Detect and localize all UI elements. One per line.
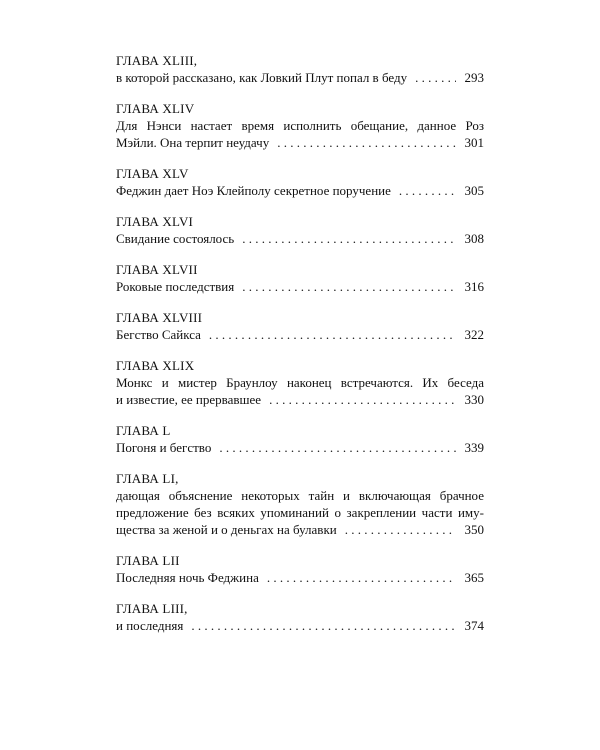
page-number: 305 <box>464 183 484 198</box>
page-number: 365 <box>464 570 484 585</box>
toc-entry-53 <box>116 600 484 634</box>
chapter-label: ГЛАВА L <box>116 423 171 438</box>
page-number: 316 <box>464 279 484 294</box>
dot-leader <box>219 439 456 456</box>
page-number: 293 <box>464 70 484 85</box>
page-number: 330 <box>464 392 484 407</box>
chapter-title: Последняя ночь Феджина <box>116 570 259 585</box>
dot-leader <box>345 521 456 538</box>
dot-leader <box>191 617 456 634</box>
chapter-label: ГЛАВА XLIII, <box>116 53 198 68</box>
dot-leader <box>415 69 456 86</box>
page-number: 339 <box>464 440 484 455</box>
page-number: 374 <box>464 618 484 633</box>
toc-lead-line <box>116 182 484 199</box>
toc-entry-52 <box>116 552 484 586</box>
chapter-title-line: Для Нэнси настает время исполнить обещание, данное Роз <box>116 118 484 133</box>
toc-lead-line <box>116 69 484 86</box>
chapter-title: Бегство Сайкса <box>116 327 201 342</box>
chapter-label: ГЛАВА XLVI <box>116 214 194 229</box>
page-number: 308 <box>464 231 484 246</box>
toc-lead-line <box>116 278 484 295</box>
toc-entry-46 <box>116 213 484 247</box>
chapter-title: в которой рассказано, как Ловкий Плут попал в беду <box>116 70 408 85</box>
toc-entry-45 <box>116 165 484 199</box>
dot-leader <box>277 134 456 151</box>
toc-lead-line <box>116 617 484 634</box>
toc-lead-line <box>116 134 484 151</box>
page-number: 301 <box>464 135 484 150</box>
toc-entry-44 <box>116 100 484 151</box>
page-number: 350 <box>464 522 484 537</box>
chapter-title: и известие, ее прервавшее <box>116 392 262 407</box>
chapter-title-line: дающая объяснение некоторых тайн и включающая брачное <box>116 488 484 503</box>
chapter-title: щества за женой и о деньгах на булавки <box>116 522 337 537</box>
chapter-label: ГЛАВА XLVIII <box>116 310 203 325</box>
chapter-label: ГЛАВА XLIV <box>116 101 195 116</box>
toc-entry-51 <box>116 470 484 538</box>
chapter-label: ГЛАВА XLV <box>116 166 189 181</box>
chapter-label: ГЛАВА LII <box>116 553 180 568</box>
chapter-title: и последняя <box>116 618 184 633</box>
chapter-title: Мэйли. Она терпит неудачу <box>116 135 270 150</box>
chapter-label: ГЛАВА XLVII <box>116 262 198 277</box>
dot-leader <box>399 182 456 199</box>
toc-entry-48 <box>116 309 484 343</box>
toc-lead-line <box>116 326 484 343</box>
toc-entry-49 <box>116 357 484 408</box>
chapter-title: Погоня и бегство <box>116 440 212 455</box>
toc-lead-line <box>116 439 484 456</box>
chapter-label: ГЛАВА XLIX <box>116 358 195 373</box>
chapter-title: Роковые последствия <box>116 279 235 294</box>
chapter-title: Свидание состоялось <box>116 231 235 246</box>
toc-entry-47 <box>116 261 484 295</box>
dot-leader <box>242 230 456 247</box>
toc-lead-line <box>116 391 484 408</box>
dot-leader <box>267 569 456 586</box>
chapter-title-line: Монкс и мистер Браунлоу наконец встречаются. Их беседа <box>116 375 484 390</box>
page-number: 322 <box>464 327 484 342</box>
chapter-label: ГЛАВА LIII, <box>116 601 188 616</box>
chapter-label: ГЛАВА LI, <box>116 471 179 486</box>
toc-lead-line <box>116 521 484 538</box>
chapter-title: Феджин дает Ноэ Клейполу секретное поручение <box>116 183 391 198</box>
dot-leader <box>209 326 456 343</box>
toc-lead-line <box>116 230 484 247</box>
toc-lead-line <box>116 569 484 586</box>
toc-entry-43 <box>116 52 484 86</box>
dot-leader <box>269 391 456 408</box>
dot-leader <box>242 278 456 295</box>
table-of-contents <box>116 52 484 648</box>
toc-entry-50 <box>116 422 484 456</box>
chapter-title-line: предложение без всяких упоминаний о закреплении части иму- <box>116 505 484 520</box>
